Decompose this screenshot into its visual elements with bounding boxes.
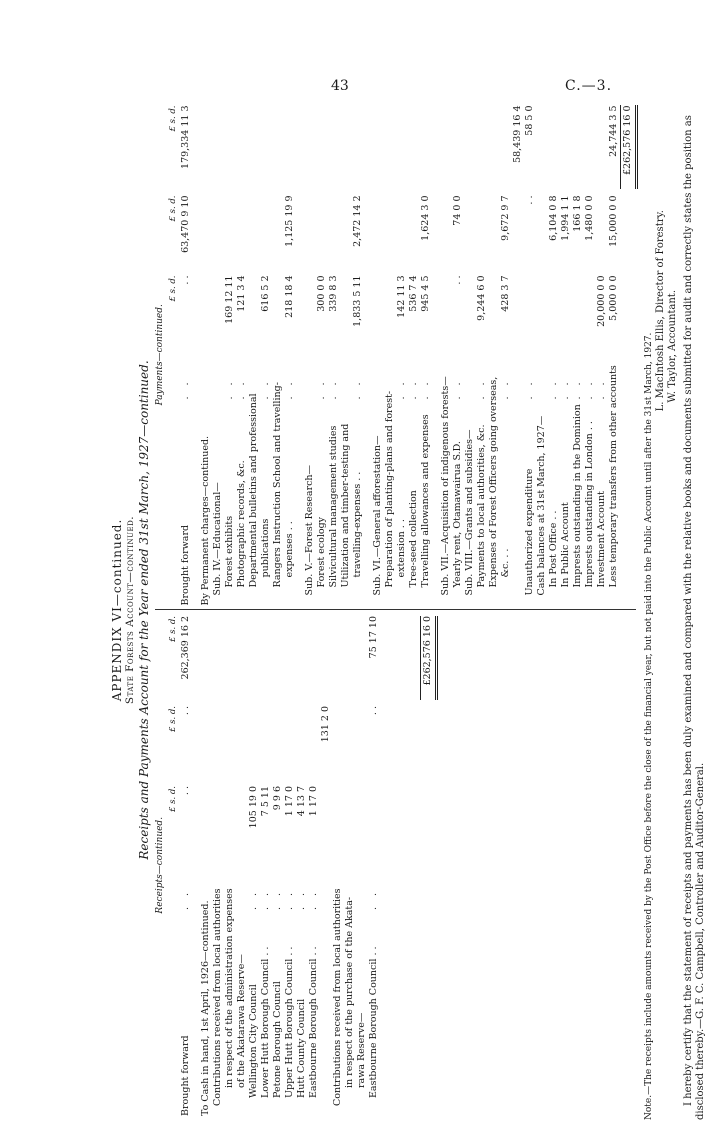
account-heading: State Forests Account—continued. <box>124 515 137 705</box>
amount-c2: 15,000 0 0 <box>608 195 620 247</box>
amount-c1: 300 0 0 <box>316 275 328 312</box>
row-label: Imprests outstanding in the Dominion <box>572 404 584 588</box>
ledger-row <box>356 611 368 1121</box>
ledger-row <box>180 611 192 1121</box>
row-label: of the Akatarawa Reserve— <box>236 954 248 1088</box>
row-label: Sub. VI.—General afforestation— <box>372 435 384 596</box>
amount-c2: 9,672 9 7 <box>500 195 512 241</box>
payments-rows <box>180 100 620 610</box>
ledger-row <box>284 611 296 1121</box>
ledger-row <box>304 100 316 610</box>
leader-dots: . . <box>260 378 272 400</box>
amount-c1: 121 3 4 <box>236 275 248 312</box>
ledger-row <box>212 100 224 610</box>
row-label: Wellington City Council <box>248 984 260 1098</box>
page-reference: C.—3. <box>565 78 613 94</box>
ledger-row <box>384 100 396 610</box>
appendix-heading: APPENDIX VI—continued. <box>110 518 124 702</box>
leader-dots: . . <box>308 888 320 910</box>
amount-c3: 262,369 16 2 <box>180 616 192 680</box>
account-columns <box>155 100 636 1120</box>
amount-c1: 536 7 4 <box>408 275 420 312</box>
receipts-rows <box>180 611 380 1121</box>
ledger-row <box>536 100 548 610</box>
col-head-3: £ s. d. <box>168 616 179 643</box>
ledger-row <box>476 100 488 610</box>
rotated-document-body <box>110 100 706 1120</box>
leader-dots: . . <box>420 378 432 400</box>
amount-c1: 4 13 7 <box>296 786 308 817</box>
row-label: To Cash in hand, 1st April, 1926—continued. <box>200 900 212 1116</box>
col-head-3: £ s. d. <box>168 105 179 132</box>
ledger-row <box>180 100 192 610</box>
ledger-row <box>296 100 304 610</box>
amount-c1: 945 4 5 <box>420 275 432 312</box>
row-label: expenses . . <box>284 521 296 578</box>
row-label: Petone Borough Council <box>272 981 284 1098</box>
row-label: Expenses of Forest Officers going overseas, <box>488 376 500 588</box>
leader-dots: . . <box>452 378 464 400</box>
amount-c1: 169 12 11 <box>224 275 236 324</box>
payments-total-row <box>620 100 636 610</box>
receipts-total-row <box>420 611 436 1121</box>
amount-c2: 131 2 0 <box>320 706 332 743</box>
amount-c1: 1 17 0 <box>284 786 296 817</box>
amount-c3: 24,744 3 5 <box>608 105 620 157</box>
row-label: Cash balances at 31st March, 1927— <box>536 415 548 596</box>
ledger-row <box>236 100 248 610</box>
row-label: extension . . <box>396 519 408 578</box>
leader-dots: . . <box>476 378 488 400</box>
receipts-side <box>155 611 636 1121</box>
amount-c1: 9,244 6 0 <box>476 275 488 321</box>
row-label: Rangers Instruction School and travelling- <box>272 382 284 588</box>
receipts-total: £262,576 16 0 <box>420 616 437 700</box>
amount-c1: 20,000 0 0 <box>596 275 608 327</box>
row-label: &c. . . <box>500 548 512 578</box>
payments-column-heads <box>168 100 180 610</box>
ledger-row <box>248 100 260 610</box>
ledger-row <box>440 100 452 610</box>
ledger-row <box>224 100 236 610</box>
leader-dots: . . <box>272 888 284 910</box>
amount-c2: 2,472 14 2 <box>352 195 364 247</box>
leader-dots: . . <box>248 888 260 910</box>
row-label: Sub. VII.—Acquisition of indigenous forests— <box>440 376 452 596</box>
ledger-row <box>200 611 212 1121</box>
amount-c1: 218 18 4 <box>284 275 296 318</box>
leader-dots: . . <box>284 888 296 910</box>
leader-dots: . . <box>524 378 536 400</box>
leader-dots: . . <box>316 378 328 400</box>
leader-dots: . . <box>236 378 248 400</box>
amount-c2: 1,480 0 0 <box>584 195 596 241</box>
leader-dots: . . <box>572 378 584 400</box>
amount-c2: . . <box>368 706 380 716</box>
footnote: Note.—The receipts include amounts received by the Post Office before the close of the financial year, but not paid into the Public Account until after the 31st March, 1927. <box>644 332 655 1120</box>
row-label: Less temporary transfers from other accounts <box>608 365 620 588</box>
leader-dots: . . <box>408 378 420 400</box>
ledger-row <box>596 100 608 610</box>
ledger-row <box>608 100 620 610</box>
row-label: In Post Office . . <box>548 510 560 588</box>
receipts-title: Receipts—continued. <box>155 816 166 914</box>
amount-c2: . . <box>524 195 536 205</box>
leader-dots: . . <box>296 888 308 910</box>
ledger-row <box>464 100 476 610</box>
ledger-row <box>420 100 432 610</box>
row-label: Upper Hutt Borough Council . . <box>284 946 296 1098</box>
leader-dots: . . <box>396 378 408 400</box>
ledger-row <box>560 100 572 610</box>
amount-c1: . . <box>180 275 192 285</box>
leader-dots: . . <box>368 888 380 910</box>
page-number: 43 <box>331 78 349 94</box>
ledger-row <box>260 100 272 610</box>
col-head-1: £ s. d. <box>168 275 179 302</box>
amount-c1: 7 5 11 <box>260 786 272 817</box>
leader-dots: . . <box>352 378 364 400</box>
ledger-row <box>328 100 340 610</box>
amount-c3: 58,439 16 4 <box>512 105 524 163</box>
row-label: Sub. V.—Forest Research— <box>304 464 316 596</box>
row-label: Sub. IV.—Educational— <box>212 482 224 596</box>
amount-c1: 339 8 3 <box>328 275 340 312</box>
signature-director: L. MacIntosh Ellis, Director of Forestry. <box>654 210 666 412</box>
amount-c3: 75 17 10 <box>368 616 380 659</box>
leader-dots: . . <box>260 888 272 910</box>
row-label: Payments to local authorities, &c. <box>476 424 488 588</box>
row-label: Tree-seed collection <box>408 490 420 588</box>
row-label: Brought forward <box>180 1035 192 1116</box>
leader-dots: . . <box>224 378 236 400</box>
amount-c1: . . <box>180 786 192 796</box>
row-label: Silvicultural management studies <box>328 425 340 588</box>
row-label: Forest exhibits <box>224 515 236 588</box>
amount-c2: . . <box>180 706 192 716</box>
amount-c3: 179,334 11 3 <box>180 105 192 169</box>
ledger-row <box>332 611 344 1121</box>
amount-c1: 9 9 6 <box>272 786 284 811</box>
ledger-row <box>236 611 248 1121</box>
ledger-row <box>548 100 560 610</box>
amount-c1: 1 17 0 <box>308 786 320 817</box>
row-label: Departmental bulletins and professional <box>248 393 260 588</box>
payments-title: Payments—continued. <box>155 304 166 406</box>
col-head-1: £ s. d. <box>168 786 179 813</box>
ledger-row <box>524 100 536 610</box>
row-label: By Permanent charges—continued. <box>200 435 212 606</box>
ledger-row <box>584 100 596 610</box>
leader-dots: . . <box>596 378 608 400</box>
leader-dots: . . <box>548 378 560 400</box>
amount-c2: 1,624 3 0 <box>420 195 432 241</box>
ledger-row <box>340 100 352 610</box>
leader-dots: . . <box>284 378 296 400</box>
row-label: rawa Reserve— <box>356 1012 368 1088</box>
row-label: Forest ecology <box>316 516 328 588</box>
amount-c2: 166 1 8 <box>572 195 584 232</box>
row-label: Utilization and timber-testing and <box>340 423 352 588</box>
leader-dots: . . <box>560 378 572 400</box>
amount-c2: 6,104 0 8 <box>548 195 560 241</box>
row-label: Contributions received from local authorities <box>212 888 224 1106</box>
leader-dots: . . <box>180 888 192 910</box>
ledger-row <box>192 100 200 610</box>
row-label: publications <box>260 518 272 578</box>
row-label: Contributions received from local authorities <box>332 888 344 1106</box>
ledger-row <box>296 611 308 1121</box>
ledger-row <box>500 100 512 610</box>
col-head-2: £ s. d. <box>168 195 179 222</box>
row-label: In Public Account <box>560 502 572 588</box>
ledger-row <box>488 100 500 610</box>
ledger-row <box>200 100 212 610</box>
ledger-row <box>512 100 524 610</box>
col-head-2: £ s. d. <box>168 706 179 733</box>
amount-c2: 63,470 9 10 <box>180 195 192 253</box>
ledger-row <box>308 611 320 1121</box>
row-label: Photographic records, &c. <box>236 460 248 588</box>
ledger-row <box>432 100 440 610</box>
ledger-row <box>248 611 260 1121</box>
amount-c1: 428 3 7 <box>500 275 512 312</box>
row-label: Lower Hutt Borough Council . . <box>260 946 272 1098</box>
row-label: Unauthorized expenditure <box>524 468 536 596</box>
receipts-column-heads <box>168 611 180 1121</box>
leader-dots: . . <box>584 378 596 400</box>
ledger-row <box>352 100 364 610</box>
ledger-row <box>372 100 384 610</box>
amount-c1: 5,000 0 0 <box>608 275 620 321</box>
row-label: travelling-expenses . . <box>352 471 364 578</box>
leader-dots: . . <box>500 378 512 400</box>
ledger-row <box>212 611 224 1121</box>
ledger-row <box>272 100 284 610</box>
ledger-row <box>260 611 272 1121</box>
row-label: Travelling allowances and expenses <box>420 414 432 588</box>
row-label: Eastbourne Borough Council . . <box>368 946 380 1098</box>
statement-title: Receipts and Payments Account for the Year ended 31st March, 1927—continued. <box>136 360 151 860</box>
amount-c3: 58 5 0 <box>524 105 536 136</box>
amount-c1: . . <box>452 275 464 285</box>
leader-dots: . . <box>180 378 192 400</box>
amount-c1: 105 19 0 <box>248 786 260 829</box>
amount-c1: 142 11 3 <box>396 275 408 318</box>
ledger-row <box>368 611 380 1121</box>
amount-c1: 616 5 2 <box>260 275 272 312</box>
row-label: Hutt County Council <box>296 998 308 1098</box>
ledger-row <box>224 611 236 1121</box>
ledger-row <box>284 100 296 610</box>
amount-c2: 74 0 0 <box>452 195 464 226</box>
ledger-row <box>192 611 200 1121</box>
row-label: Yearly rent, Otamawairua S.D. <box>452 441 464 588</box>
ledger-row <box>364 100 372 610</box>
payments-side <box>155 100 636 611</box>
leader-dots: . . <box>328 378 340 400</box>
row-label: Sub. VIII.—Grants and subsidies— <box>464 429 476 596</box>
row-label: Eastbourne Borough Council . . <box>308 946 320 1098</box>
ledger-row <box>344 611 356 1121</box>
amount-c1: 1,833 5 11 <box>352 275 364 327</box>
ledger-row <box>572 100 584 610</box>
ledger-row <box>320 611 332 1121</box>
ledger-row <box>408 100 420 610</box>
row-label: in respect of the administration expenses <box>224 888 236 1088</box>
ledger-row <box>396 100 408 610</box>
row-label: in respect of the purchase of the Akata- <box>344 896 356 1088</box>
ledger-row <box>452 100 464 610</box>
signature-accountant: W. Taylor, Accountant. <box>666 290 678 403</box>
row-label: Imprests outstanding in London . . <box>584 421 596 588</box>
ledger-row <box>316 100 328 610</box>
audit-certificate: I hereby certify that the statement of receipts and payments has been duly examined and compared with the relative books and documents submitted for audit and correctly states the position as disclosed thereby.—G. F. C. Campbell, Controller and Auditor-General. <box>682 115 706 1120</box>
row-label: Brought forward <box>180 524 192 606</box>
row-label: Preparation of planting-plans and forest- <box>384 390 396 588</box>
row-label: Investment Account <box>596 491 608 588</box>
payments-total: £262,576 16 0 <box>620 106 637 190</box>
amount-c2: 1,994 1 1 <box>560 195 572 241</box>
ledger-row <box>272 611 284 1121</box>
amount-c2: 1,125 19 9 <box>284 195 296 247</box>
